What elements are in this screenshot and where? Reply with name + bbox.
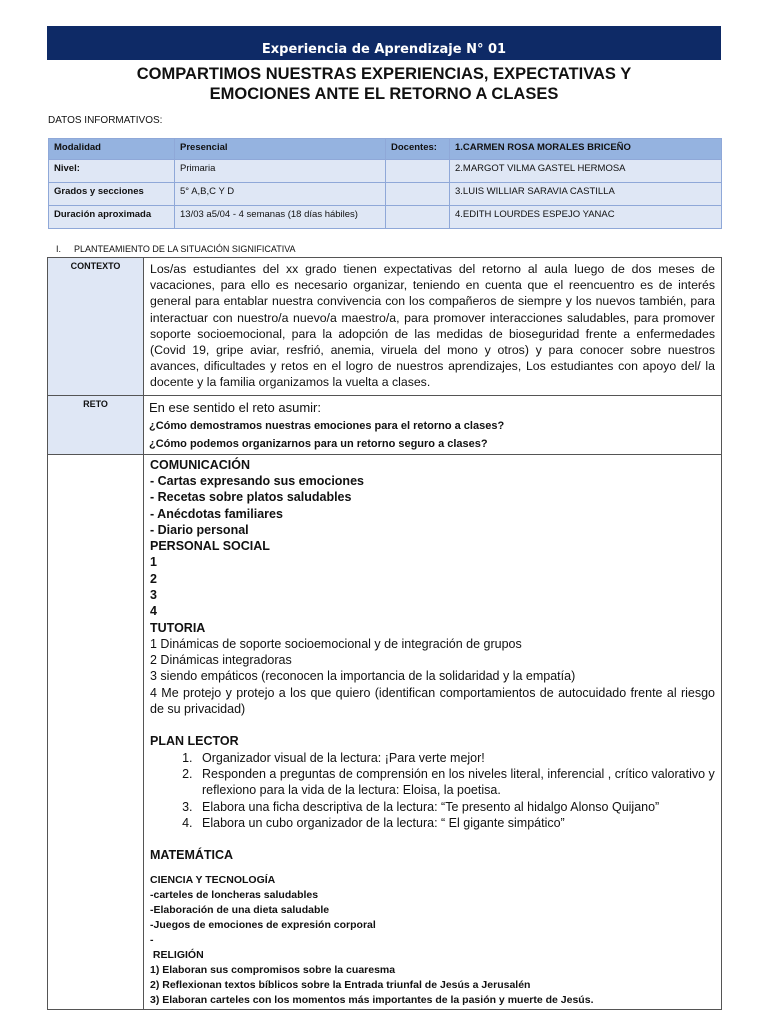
info-cell: Duración aproximada bbox=[49, 206, 175, 229]
contexto-label: CONTEXTO bbox=[48, 258, 144, 396]
reto-intro: En ese sentido el reto asumir: bbox=[149, 399, 321, 415]
info-cell: 4.EDITH LOURDES ESPEJO YANAC bbox=[450, 206, 722, 229]
list-item: 1) Elaboran sus compromisos sobre la cuaresma bbox=[150, 964, 396, 977]
info-cell bbox=[386, 183, 450, 206]
info-cell bbox=[386, 206, 450, 229]
title-line-2: EMOCIONES ANTE EL RETORNO A CLASES bbox=[209, 85, 559, 103]
list-item: - Diario personal bbox=[150, 522, 249, 537]
reto-cell bbox=[144, 395, 722, 454]
contexto-row bbox=[48, 258, 722, 396]
info-cell: 13/03 a5/04 - 4 semanas (18 días hábiles) bbox=[175, 206, 386, 229]
info-cell: Docentes: bbox=[386, 139, 450, 160]
list-item: - Anécdotas familiares bbox=[150, 506, 283, 521]
situation-table bbox=[47, 257, 722, 1010]
section-heading bbox=[56, 244, 296, 254]
list-item: 1. Organizador visual de la lectura: ¡Para verte mejor! bbox=[196, 750, 715, 766]
section-label: PLANTEAMIENTO DE LA SITUACIÓN SIGNIFICATIVA bbox=[74, 244, 296, 254]
info-cell: 2.MARGOT VILMA GASTEL HERMOSA bbox=[450, 160, 722, 183]
comunicacion-heading: COMUNICACIÓN bbox=[150, 457, 250, 472]
title-line-1: COMPARTIMOS NUESTRAS EXPERIENCIAS, EXPECTATIVAS Y bbox=[136, 65, 632, 83]
info-table bbox=[48, 138, 722, 229]
list-item: 3 bbox=[150, 588, 157, 602]
list-item: 3. Elabora una ficha descriptiva de la lectura: “Te presento al hidalgo Alonso Quijano” bbox=[196, 799, 715, 815]
list-item: 4 Me protejo y protejo a los que quiero (identifican comportamientos de autocuidado frente al riesgo de su privacidad) bbox=[150, 685, 715, 717]
tutoria-heading: TUTORIA bbox=[150, 620, 206, 635]
info-row bbox=[49, 160, 722, 183]
info-row bbox=[49, 183, 722, 206]
religion-heading: RELIGIÓN bbox=[150, 949, 204, 962]
list-item: -carteles de loncheras saludables bbox=[150, 889, 319, 902]
reto-question: ¿Cómo podemos organizarnos para un retorno seguro a clases? bbox=[149, 437, 488, 450]
list-item: 2 bbox=[150, 571, 157, 586]
activities-label-cell bbox=[48, 454, 144, 1010]
contexto-text: Los/as estudiantes del xx grado tienen expectativas del retorno al aula luego de dos meses de vacaciones, para ello es necesario organizar, teniendo en cuenta que el reencuentro es de interés general para entablar nuestra convivencia con los compañeros de siempre y los nuevos también, para interactuar con nuestro/a nuevo/a maestro/a, para promover interacciones saludables, para promover soporte socioemocional, para la adopción de las medidas de bioseguridad frente a enfermedades (Covid 19, gripe aviar, resfrió, anemia, viruela del mono y otros) y para conocer sobre nuestros avances, dificultades y retos en el logro de nuestros aprendizajes, Los estudiantes con apoyo del/ la docente y la familia organizamos la vuelta a clases. bbox=[150, 262, 715, 390]
list-item: 2 Dinámicas integradoras bbox=[150, 653, 292, 668]
info-cell: Modalidad bbox=[49, 139, 175, 160]
info-cell: 5° A,B,C Y D bbox=[175, 183, 386, 206]
list-item: -Juegos de emociones de expresión corporal bbox=[150, 919, 376, 932]
info-header-row bbox=[49, 139, 722, 160]
plan-lector-heading: PLAN LECTOR bbox=[150, 734, 239, 749]
info-cell: Primaria bbox=[175, 160, 386, 183]
reto-question: ¿Cómo demostramos nuestras emociones para el retorno a clases? bbox=[149, 419, 505, 432]
list-item: 4 bbox=[150, 604, 157, 619]
experience-banner: Experiencia de Aprendizaje N° 01 bbox=[47, 26, 721, 60]
activities-list bbox=[145, 456, 720, 1009]
section-number: I. bbox=[56, 244, 62, 254]
info-cell: 3.LUIS WILLIAR SARAVIA CASTILLA bbox=[450, 183, 722, 206]
ciencia-heading: CIENCIA Y TECNOLOGÍA bbox=[150, 874, 276, 887]
list-item: - Cartas expresando sus emociones bbox=[150, 473, 364, 488]
reto-label: RETO bbox=[48, 395, 144, 454]
info-cell: Grados y secciones bbox=[49, 183, 175, 206]
datos-informativos-label: DATOS INFORMATIVOS: bbox=[48, 115, 163, 126]
list-item: 1 Dinámicas de soporte socioemocional y de integración de grupos bbox=[150, 636, 522, 651]
info-cell: Nivel: bbox=[49, 160, 175, 183]
list-item: - bbox=[150, 934, 154, 947]
info-cell bbox=[386, 160, 450, 183]
list-item: 1 bbox=[150, 555, 157, 570]
list-item: 3) Elaboran carteles con los momentos más importantes de la pasión y muerte de Jesús. bbox=[150, 994, 594, 1007]
list-item: - Recetas sobre platos saludables bbox=[150, 490, 352, 505]
list-item: 2) Reflexionan textos bíblicos sobre la Entrada triunfal de Jesús a Jerusalén bbox=[150, 979, 531, 992]
list-item: 2. Responden a preguntas de comprensión en los niveles literal, inferencial , crítico valorativo y reflexiono para la vida de la lectura: Eloisa, la poetisa. bbox=[196, 766, 715, 799]
reto-row bbox=[48, 395, 722, 454]
info-cell: Presencial bbox=[175, 139, 386, 160]
info-row bbox=[49, 206, 722, 229]
activities-cell bbox=[144, 454, 722, 1010]
list-item: -Elaboración de una dieta saludable bbox=[150, 904, 330, 917]
list-item: 4. Elabora un cubo organizador de la lectura: “ El gigante simpático” bbox=[196, 815, 715, 831]
document-title bbox=[47, 64, 721, 104]
personal-social-heading: PERSONAL SOCIAL bbox=[150, 539, 270, 554]
info-cell: 1.CARMEN ROSA MORALES BRICEÑO bbox=[450, 139, 722, 160]
list-item: 3 siendo empáticos (reconocen la importancia de la solidaridad y la empatía) bbox=[150, 669, 576, 684]
plan-lector-list bbox=[150, 750, 715, 831]
contexto-cell bbox=[144, 258, 722, 396]
activities-row bbox=[48, 454, 722, 1010]
matematica-heading: MATEMÁTICA bbox=[150, 848, 234, 863]
